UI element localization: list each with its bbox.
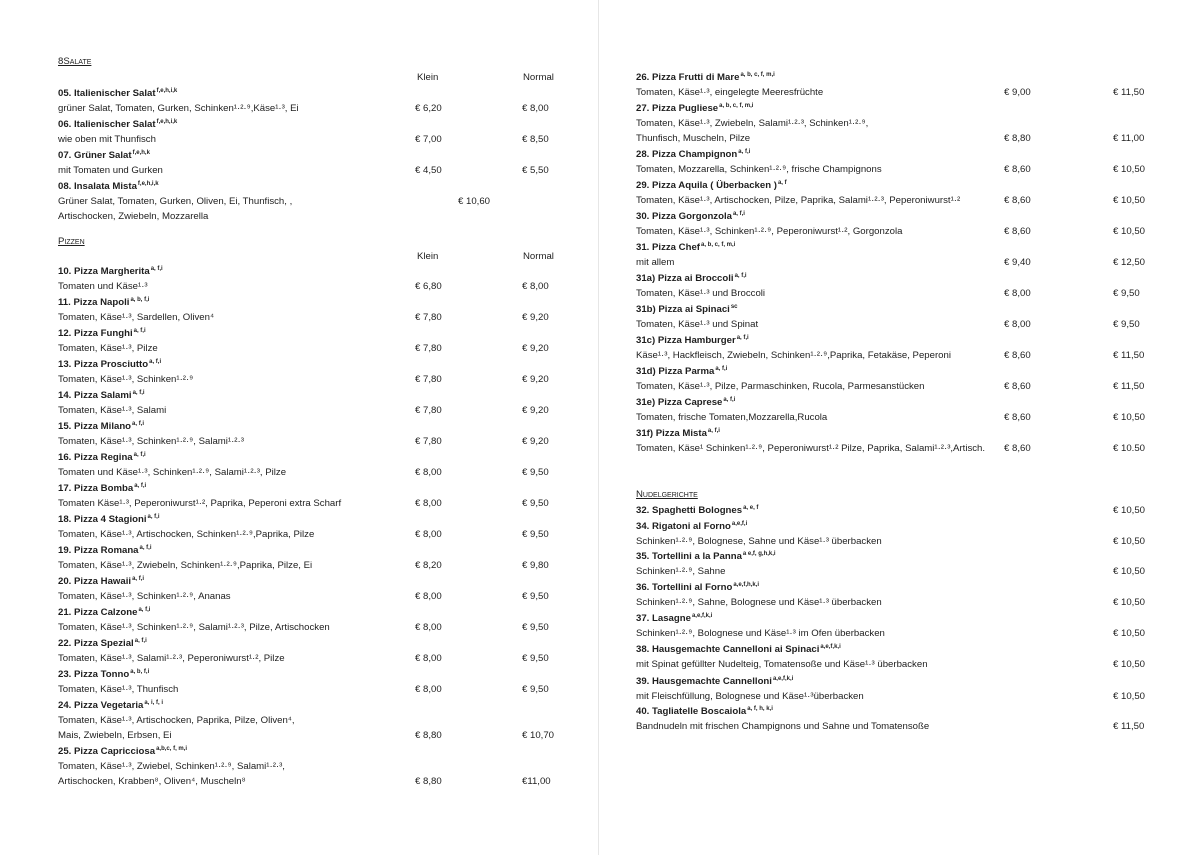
menu-item-name-text: 13. Pizza Prosciutto (58, 359, 149, 370)
menu-item-name (636, 582, 759, 594)
menu-item-name (636, 397, 735, 409)
allergen-codes: a, e, f (743, 505, 759, 511)
menu-item-name-text: 28. Pizza Champignon (636, 149, 738, 160)
menu-item-description: Tomaten, Käse¹·³, eingelegte Meeresfrüchte (636, 87, 824, 98)
menu-item-name (636, 72, 775, 84)
price-klein: € 7,80 (415, 343, 442, 354)
price-normal: € 9,80 (522, 560, 549, 571)
price-normal: € 10,50 (1113, 691, 1146, 702)
allergen-codes: a, f,i (133, 452, 146, 458)
menu-item-name-text: 24. Pizza Vegetaria (58, 700, 144, 711)
menu-item-name (58, 746, 187, 758)
column-header-klein: Klein (417, 72, 439, 83)
price-normal: € 10.50 (1113, 443, 1146, 454)
allergen-codes: a,e,f,k,i (772, 676, 794, 682)
menu-item-name (636, 428, 720, 440)
menu-item-name (636, 149, 750, 161)
menu-item-description: Tomaten, Käse¹·³, Zwiebeln, Salami¹·²·³, Schinken¹·²·⁹, (636, 118, 869, 129)
menu-item-name-text: 29. Pizza Aquila ( Überbacken ) (636, 180, 777, 191)
price-klein: € 8,60 (1004, 381, 1031, 392)
price-klein: € 4,50 (415, 165, 442, 176)
menu-item-description: Tomaten, Käse¹ Schinken¹·²·⁹, Peperoniwurst¹·² Pilze, Paprika, Salami¹·²·³,Artisch. (636, 443, 986, 454)
allergen-codes: a,e,f,i (731, 521, 748, 527)
allergen-codes: a, f,i (707, 428, 720, 434)
price-normal: € 11,00 (1113, 133, 1145, 144)
price-normal: € 9,50 (522, 467, 549, 478)
menu-item-name-text: 30. Pizza Gorgonzola (636, 211, 732, 222)
menu-item-name-text: 39. Hausgemachte Cannelloni (636, 676, 772, 687)
menu-item-description: Tomaten, Käse¹·³ und Spinat (636, 319, 759, 330)
price-klein: € 8,00 (415, 467, 442, 478)
price-normal: € 8,50 (522, 134, 549, 145)
menu-item-name-text: 38. Hausgemachte Cannelloni ai Spinaci (636, 644, 820, 655)
price-klein: € 8,60 (1004, 164, 1031, 175)
price-klein: € 8,80 (1004, 133, 1031, 144)
menu-item-name-text: 23. Pizza Tonno (58, 669, 130, 680)
menu-item-name-text: 07. Grüner Salat (58, 150, 132, 161)
menu-item-description: Tomaten, Käse¹·³, Schinken¹·²·⁹, Ananas (58, 591, 231, 602)
menu-item-description: Tomaten, Mozzarella, Schinken¹·²·⁹, frische Champignons (636, 164, 882, 175)
price-klein: € 8,00 (415, 498, 442, 509)
price-klein: € 6,80 (415, 281, 442, 292)
allergen-codes: a, f, h, k,i (747, 706, 773, 712)
price-normal: € 9,20 (522, 374, 549, 385)
menu-item-name-text: 20. Pizza Hawaii (58, 576, 132, 587)
price-normal: € 9,50 (522, 653, 549, 664)
menu-item-name-text: 17. Pizza Bomba (58, 483, 134, 494)
section-heading-pizzen: Pizzen (58, 236, 85, 247)
allergen-codes: a, f,i (738, 149, 751, 155)
price-klein: € 7,80 (415, 436, 442, 447)
price-normal: € 8,00 (522, 281, 549, 292)
price-normal: € 9,50 (522, 591, 549, 602)
price-normal: € 9,20 (522, 312, 549, 323)
menu-item-name (58, 88, 177, 100)
price-klein: € 8,60 (1004, 226, 1031, 237)
price-normal: € 10,50 (1113, 566, 1146, 577)
menu-item-description: Schinken¹·²·⁹, Sahne, Bolognese und Käse¹·³ überbacken (636, 597, 882, 608)
price-normal: € 11,50 (1113, 721, 1145, 732)
price-normal: € 9,20 (522, 405, 549, 416)
menu-item-description: Tomaten, Käse¹·³, Schinken¹·²·⁹, Salami¹·²·³, Pilze, Artischocken (58, 622, 330, 633)
menu-item-description: Thunfisch, Muscheln, Pilze (636, 133, 751, 144)
price-klein: € 8,60 (1004, 412, 1031, 423)
menu-item-description: Tomaten, Käse¹·³, Zwiebeln, Schinken¹·²·⁹,Paprika, Pilze, Ei (58, 560, 313, 571)
menu-item-name (58, 638, 147, 650)
menu-item-name (636, 366, 727, 378)
menu-item-name-text: 08. Insalata Mista (58, 181, 137, 192)
allergen-codes: a, f,i (132, 390, 145, 396)
menu-item-name (636, 644, 841, 656)
price-normal: € 10,50 (1113, 195, 1146, 206)
menu-item-name-text: 26. Pizza Frutti di Mare (636, 72, 740, 83)
price-normal: € 8,00 (522, 103, 549, 114)
menu-item-name (636, 551, 776, 563)
menu-item-description: Tomaten, Käse¹·³, Artischocken, Pilze, Paprika, Salami¹·²·³, Peperoniwurst¹·² (636, 195, 961, 206)
menu-item-name (636, 521, 747, 533)
menu-item-name (58, 266, 163, 278)
menu-item-description: Schinken¹·²·⁹, Bolognese, Sahne und Käse¹·³ überbacken (636, 536, 882, 547)
price-normal: € 9,50 (522, 498, 549, 509)
price-normal: € 11,50 (1113, 87, 1145, 98)
menu-item-name-text: 06. Italienischer Salat (58, 119, 156, 130)
menu-item-name (58, 483, 146, 495)
menu-item-description: mit Tomaten und Gurken (58, 165, 163, 176)
allergen-codes: a, f,i (734, 273, 747, 279)
menu-item-name-text: 10. Pizza Margherita (58, 266, 150, 277)
price-klein: € 8,00 (415, 622, 442, 633)
allergen-codes: a, f,i (149, 359, 162, 365)
price-klein: € 8,00 (415, 591, 442, 602)
price-normal: € 9,50 (522, 684, 549, 695)
allergen-codes: a, f,i (732, 211, 745, 217)
column-header-normal: Normal (523, 251, 554, 262)
menu-item-description: Käse¹·³, Hackfleisch, Zwiebeln, Schinken¹·²·⁹,Paprika, Fetakäse, Peperoni (636, 350, 951, 361)
price-normal: € 9,50 (1113, 288, 1140, 299)
menu-item-description: mit Spinat gefüllter Nudelteig, Tomatensoße und Käse¹·³ überbacken (636, 659, 928, 670)
allergen-codes: f,e,h,i,k (156, 88, 178, 94)
allergen-codes: a, b, c, f, m,i (719, 103, 754, 109)
menu-item-name-text: 22. Pizza Spezial (58, 638, 134, 649)
menu-item-name (636, 335, 749, 347)
allergen-codes: a, i, f, i (144, 700, 163, 706)
menu-item-name (58, 421, 144, 433)
menu-item-description: Tomaten, Käse¹·³, Schinken¹·²·⁹ (58, 374, 194, 385)
allergen-codes: f,e,h,i,k (137, 181, 159, 187)
price-klein: € 7,80 (415, 374, 442, 385)
price-klein: € 8,60 (1004, 195, 1031, 206)
price-klein: € 7,80 (415, 405, 442, 416)
menu-item-name-text: 11. Pizza Napoli (58, 297, 130, 308)
menu-item-description: wie oben mit Thunfisch (58, 134, 156, 145)
menu-item-name-text: 25. Pizza Capricciosa (58, 746, 156, 757)
allergen-codes: a, f,i (139, 545, 152, 551)
menu-item-description: Grüner Salat, Tomaten, Gurken, Oliven, Ei, Thunfisch, , (58, 196, 293, 207)
price-normal: € 10,50 (1113, 412, 1146, 423)
menu-item-name (58, 700, 163, 712)
allergen-codes: a, b, c, f, m,i (740, 72, 775, 78)
menu-item-name (58, 576, 144, 588)
allergen-codes: a, b, f,i (130, 669, 150, 675)
menu-item-name-text: 31c) Pizza Hamburger (636, 335, 736, 346)
price-normal: € 12,50 (1113, 257, 1146, 268)
menu-item-name (636, 505, 758, 517)
menu-item-name-text: 36. Tortellini al Forno (636, 582, 733, 593)
menu-item-name-text: 27. Pizza Pugliese (636, 103, 719, 114)
menu-item-name-text: 37. Lasagne (636, 613, 691, 624)
menu-item-name (58, 359, 161, 371)
menu-item-name-text: 34. Rigatoni al Forno (636, 521, 731, 532)
price-normal: € 10,50 (1113, 505, 1146, 516)
price-normal: € 10,50 (1113, 536, 1146, 547)
menu-item-name-text: 32. Spaghetti Bolognes (636, 505, 743, 516)
menu-item-description: Tomaten, Käse¹·³, Artischocken, Paprika, Pilze, Oliven⁴, (58, 715, 295, 726)
allergen-codes: a e,f, g,h,k,i (742, 551, 776, 557)
price-normal: € 11,50 (1113, 350, 1145, 361)
menu-item-name (636, 676, 793, 688)
menu-item-description: Artischocken, Krabben⁸, Oliven⁴, Muscheln⁸ (58, 776, 246, 787)
allergen-codes: f,e,h,k (132, 150, 150, 156)
allergen-codes: a, f,i (133, 328, 146, 334)
menu-item-name-text: 31d) Pizza Parma (636, 366, 715, 377)
menu-item-name-text: 31e) Pizza Caprese (636, 397, 723, 408)
menu-item-description: Tomaten, Käse¹·³, Pilze, Parmaschinken, Rucola, Parmesanstücken (636, 381, 925, 392)
menu-item-name (58, 150, 150, 162)
menu-item-description: Tomaten, Käse¹·³, Sardellen, Oliven⁴ (58, 312, 215, 323)
price-normal: € 9,50 (522, 529, 549, 540)
menu-item-name-text: 12. Pizza Funghi (58, 328, 133, 339)
allergen-codes: a,e,f,h,k,i (733, 582, 759, 588)
menu-item-name-text: 31b) Pizza ai Spinaci (636, 304, 730, 315)
price-klein: € 8,80 (415, 730, 442, 741)
section-heading-salate: 8Salate (58, 56, 92, 67)
allergen-codes: a, b, c, f, m,i (700, 242, 736, 248)
menu-item-name (636, 304, 738, 316)
menu-item-description: mit Fleischfüllung, Bolognese und Käse¹·³überbacken (636, 691, 864, 702)
price-klein: € 8,00 (415, 529, 442, 540)
price-normal: € 10,50 (1113, 597, 1146, 608)
menu-item-name-text: 18. Pizza 4 Stagioni (58, 514, 147, 525)
menu-item-name (58, 514, 160, 526)
menu-item-description: Tomaten Käse¹·³, Peperoniwurst¹·², Paprika, Peperoni extra Scharf (58, 498, 342, 509)
price-normal: € 9,50 (522, 622, 549, 633)
allergen-codes: a, f,i (134, 483, 147, 489)
price-normal: € 9,50 (1113, 319, 1140, 330)
allergen-codes: a, f,i (134, 638, 147, 644)
price-normal: € 9,20 (522, 343, 549, 354)
menu-item-description: Tomaten, Käse¹·³, Schinken¹·²·⁹, Peperoniwurst¹·², Gorgonzola (636, 226, 903, 237)
page-fold (598, 0, 599, 855)
allergen-codes: a,b,c, f, m,i (156, 746, 188, 752)
menu-item-name (636, 180, 787, 192)
menu-item-name (636, 103, 753, 115)
price-normal: € 10,70 (522, 730, 555, 741)
menu-item-name-text: 14. Pizza Salami (58, 390, 132, 401)
menu-item-description: Tomaten, frische Tomaten,Mozzarella,Rucola (636, 412, 828, 423)
menu-item-name (636, 273, 747, 285)
allergen-codes: a, f,i (147, 514, 160, 520)
price-klein: € 8,00 (415, 684, 442, 695)
menu-item-description: Tomaten, Käse¹·³, Salami (58, 405, 167, 416)
price-normal: € 9,20 (522, 436, 549, 447)
allergen-codes: a,e,f,k,i (691, 613, 713, 619)
menu-item-name (58, 545, 152, 557)
price-klein: € 8,60 (1004, 443, 1031, 454)
menu-item-name (58, 119, 177, 131)
menu-item-name (636, 242, 735, 254)
menu-item-description: mit allem (636, 257, 675, 268)
price-klein: € 8,60 (1004, 350, 1031, 361)
price-klein: € 8,00 (1004, 288, 1031, 299)
allergen-codes: a, f,i (150, 266, 163, 272)
menu-item-description: Tomaten, Käse¹·³ und Broccoli (636, 288, 766, 299)
column-header-klein: Klein (417, 251, 439, 262)
menu-item-name-text: 40. Tagliatelle Boscaiola (636, 706, 747, 717)
menu-item-description: grüner Salat, Tomaten, Gurken, Schinken¹·²·⁹,Käse¹·³, Ei (58, 103, 299, 114)
price-normal: € 10,50 (1113, 659, 1146, 670)
price-normal: € 11,50 (1113, 381, 1145, 392)
menu-item-description: Schinken¹·²·⁹, Bolognese und Käse¹·³ im Ofen überbacken (636, 628, 885, 639)
menu-item-name-text: 31f) Pizza Mista (636, 428, 707, 439)
menu-item-description: Tomaten und Käse¹·³ (58, 281, 148, 292)
menu-item-description: Tomaten, Käse¹·³, Thunfisch (58, 684, 179, 695)
allergen-codes: a, f,i (132, 576, 145, 582)
menu-item-description: Tomaten und Käse¹·³, Schinken¹·²·⁹, Salami¹·²·³, Pilze (58, 467, 287, 478)
price-klein: € 9,00 (1004, 87, 1031, 98)
menu-item-name-text: 05. Italienischer Salat (58, 88, 156, 99)
allergen-codes: f,e,h,i,k (156, 119, 178, 125)
menu-item-description: Mais, Zwiebeln, Erbsen, Ei (58, 730, 172, 741)
price-klein: € 7,00 (415, 134, 442, 145)
menu-item-name (58, 297, 149, 309)
price-klein: € 8,20 (415, 560, 442, 571)
price-klein: € 9,40 (1004, 257, 1031, 268)
menu-item-name-text: 21. Pizza Calzone (58, 607, 138, 618)
price-normal: € 5,50 (522, 165, 549, 176)
price-normal: € 10,50 (1113, 628, 1146, 639)
menu-item-name-text: 16. Pizza Regina (58, 452, 133, 463)
allergen-codes: a, f,i (723, 397, 736, 403)
allergen-codes: a, f,i (132, 421, 145, 427)
price-klein: € 8,80 (415, 776, 442, 787)
menu-item-name (636, 613, 712, 625)
menu-item-name (58, 328, 146, 340)
menu-item-description: Bandnudeln mit frischen Champignons und Sahne und Tomatensoße (636, 721, 930, 732)
price-normal: €11,00 (522, 776, 551, 787)
allergen-codes: a, f,i (736, 335, 749, 341)
menu-item-description: Artischocken, Zwiebeln, Mozzarella (58, 211, 209, 222)
menu-item-description: Tomaten, Käse¹·³, Pilze (58, 343, 158, 354)
column-header-normal: Normal (523, 72, 554, 83)
allergen-codes: sc (730, 304, 738, 310)
menu-item-name (58, 669, 149, 681)
menu-item-description: Tomaten, Käse¹·³, Salami¹·²·³, Peperoniwurst¹·², Pilze (58, 653, 285, 664)
menu-item-name (58, 390, 145, 402)
menu-item-name-text: 19. Pizza Romana (58, 545, 139, 556)
menu-item-name-text: 31a) Pizza ai Broccoli (636, 273, 734, 284)
allergen-codes: a, f,i (138, 607, 151, 613)
menu-item-name-text: 31. Pizza Chef (636, 242, 700, 253)
menu-item-name (636, 706, 773, 718)
menu-item-name (58, 181, 159, 193)
menu-item-name-text: 15. Pizza Milano (58, 421, 132, 432)
menu-item-name-text: 35. Tortellini a la Panna (636, 551, 742, 562)
price-klein: € 8,00 (415, 653, 442, 664)
menu-item-description: Schinken¹·²·⁹, Sahne (636, 566, 726, 577)
menu-item-description: Tomaten, Käse¹·³, Zwiebel, Schinken¹·²·⁹, Salami¹·²·³, (58, 761, 285, 772)
price-klein: € 8,00 (1004, 319, 1031, 330)
price-single: € 10,60 (458, 196, 491, 207)
price-normal: € 10,50 (1113, 164, 1146, 175)
section-heading-nudelgerichte: Nudelgerichte (636, 489, 698, 500)
menu-item-name (58, 607, 150, 619)
allergen-codes: a,e,f,k,i (820, 644, 841, 650)
price-klein: € 6,20 (415, 103, 442, 114)
price-klein: € 7,80 (415, 312, 442, 323)
allergen-codes: a, f,i (715, 366, 728, 372)
allergen-codes: a, b, f,i (130, 297, 150, 303)
price-normal: € 10,50 (1113, 226, 1146, 237)
menu-item-name (636, 211, 745, 223)
menu-item-description: Tomaten, Käse¹·³, Artischocken, Schinken¹·²·⁹,Paprika, Pilze (58, 529, 315, 540)
menu-item-name (58, 452, 146, 464)
allergen-codes: a, f (777, 180, 787, 186)
menu-item-description: Tomaten, Käse¹·³, Schinken¹·²·⁹, Salami¹·²·³ (58, 436, 244, 447)
